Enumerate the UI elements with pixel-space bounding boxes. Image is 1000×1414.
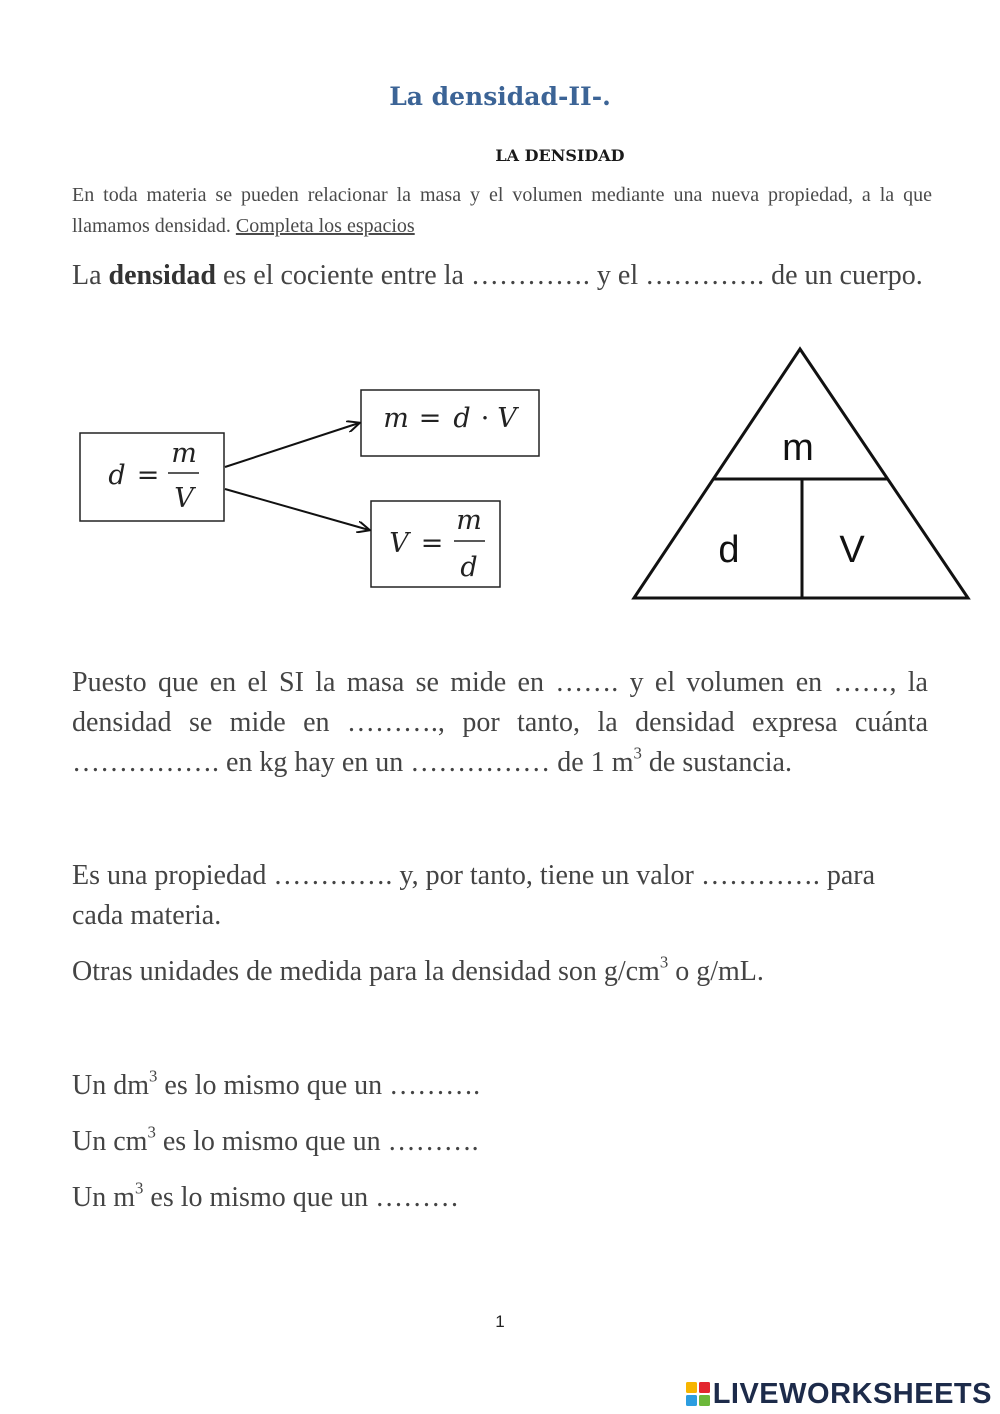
formula-d-eq: = xyxy=(136,460,160,491)
density-formula-box xyxy=(80,433,224,521)
formula-m-dot: · xyxy=(480,403,490,434)
formula-v-var: V xyxy=(389,528,409,559)
triangle-mass-label: m xyxy=(782,427,814,469)
superscript-3: 3 xyxy=(659,952,669,972)
property-paragraph: Es una propiedad …………. y, por tanto, tiene un valor …………. para cada materia. xyxy=(72,860,876,931)
instruction-link: Completa los espacios xyxy=(235,215,415,237)
watermark-text: LIVEWORKSHEETS xyxy=(712,1377,992,1410)
other-units-text: Otras unidades de medida para la densidad son g/cm xyxy=(72,956,660,987)
si-units-text: Puesto que en el SI la masa se mide en ……. y el volumen en ……, la densidad se mide en ………., por tanto, la densidad expresa cuánta ……………. en kg hay en un …………… de 1 m xyxy=(72,667,928,778)
intro-text: En toda materia se pueden relacionar la masa y el volumen mediante una nueva propiedad, a la que llamamos densidad. xyxy=(72,184,932,237)
formula-v-eq: = xyxy=(420,528,444,559)
mass-formula-box xyxy=(361,390,539,456)
superscript-3: 3 xyxy=(149,1066,158,1086)
formula-v-denominator: d xyxy=(460,552,478,583)
formula-d-denominator: V xyxy=(174,483,194,514)
arrow-to-volume-formula xyxy=(225,489,369,530)
formula-d-var: d xyxy=(108,460,126,491)
triangle-volume-label: V xyxy=(839,529,865,571)
unit-prefix: Un dm xyxy=(72,1070,149,1101)
unit-prefix: Un m xyxy=(72,1182,135,1213)
other-units-paragraph xyxy=(72,952,952,992)
logo-square-blue xyxy=(686,1395,697,1406)
definition-keyword: densidad xyxy=(108,260,216,291)
formula-m-d: d xyxy=(453,403,471,434)
definition-paragraph xyxy=(72,256,952,296)
unit-prefix: Un cm xyxy=(72,1126,148,1157)
formula-m-v: V xyxy=(497,403,517,434)
page-number: 1 xyxy=(495,1312,505,1331)
other-units-tail: o g/mL. xyxy=(668,956,764,987)
logo-square-green xyxy=(699,1395,710,1406)
definition-rest: es el cociente entre la …………. y el …………. de un cuerpo. xyxy=(215,260,923,291)
superscript-3: 3 xyxy=(135,1178,144,1198)
formula-m-eq: = xyxy=(418,403,442,434)
formula-d-numerator: m xyxy=(171,438,197,469)
liveworksheets-logo-icon xyxy=(686,1382,710,1406)
logo-square-red xyxy=(699,1382,710,1393)
formula-m-var: m xyxy=(383,403,409,434)
page-title: La densidad-II-. xyxy=(389,82,611,111)
volume-formula-box xyxy=(371,501,500,587)
logo-square-yellow xyxy=(686,1382,697,1393)
triangle-density-label: d xyxy=(718,529,740,571)
unit-blank: es lo mismo que un ………. xyxy=(157,1070,481,1101)
liveworksheets-watermark xyxy=(686,1374,992,1414)
intro-paragraph xyxy=(72,180,932,242)
unit-blank: es lo mismo que un ………. xyxy=(155,1126,479,1157)
si-units-paragraph xyxy=(72,663,928,783)
density-triangle xyxy=(634,349,968,598)
definition-lead: La xyxy=(72,260,109,291)
superscript-3: 3 xyxy=(147,1122,156,1142)
unit-blank: es lo mismo que un ……… xyxy=(143,1182,460,1213)
unit-equivalence-cm3 xyxy=(72,1122,772,1162)
density-diagram xyxy=(0,330,1000,610)
si-units-tail: de sustancia. xyxy=(641,747,792,778)
section-heading: LA DENSIDAD xyxy=(495,146,625,165)
unit-equivalence-dm3 xyxy=(72,1066,772,1106)
arrow-to-mass-formula xyxy=(225,423,359,467)
formula-v-numerator: m xyxy=(456,505,482,536)
unit-equivalence-m3 xyxy=(72,1178,772,1218)
superscript-3: 3 xyxy=(633,743,642,763)
